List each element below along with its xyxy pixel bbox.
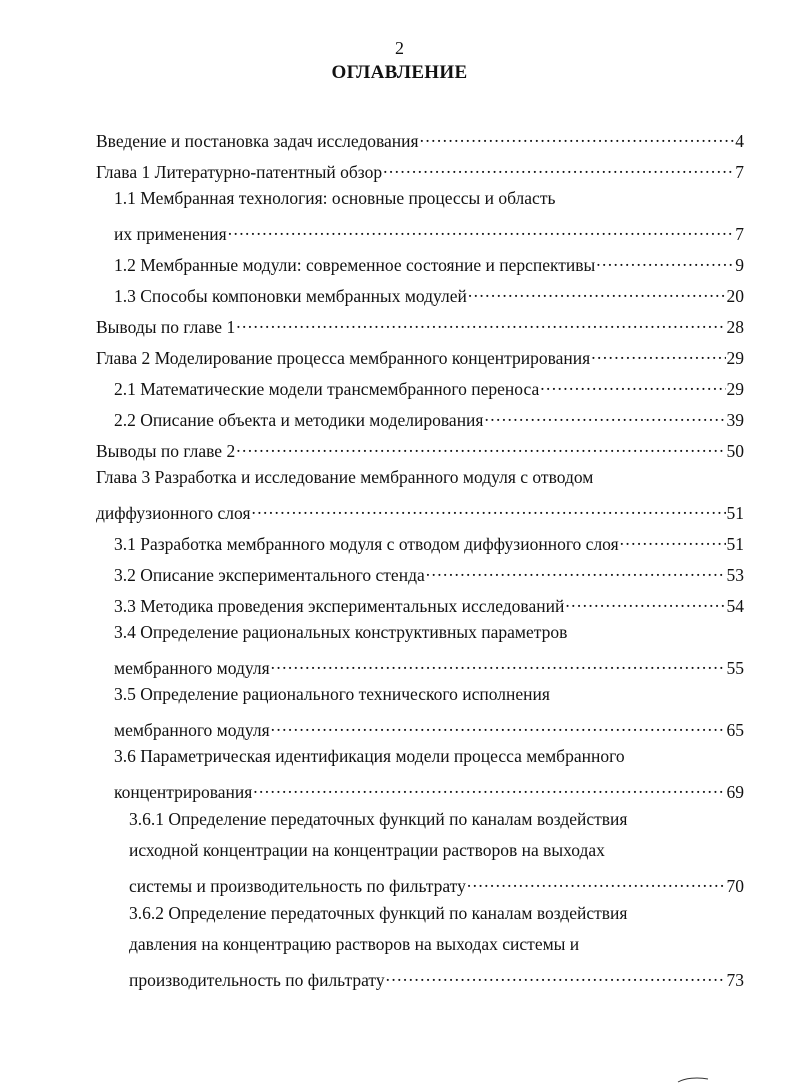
toc-entry-section-3-1[interactable] bbox=[114, 528, 744, 554]
toc-entry-page: 4 bbox=[735, 131, 744, 151]
toc-entry-page: 53 bbox=[726, 565, 744, 585]
toc-entry-chapter-2[interactable] bbox=[96, 342, 744, 368]
toc-entry-text: концентрирования bbox=[114, 782, 253, 802]
toc-entry-page: 65 bbox=[726, 720, 744, 740]
toc-entry-text[interactable]: Глава 3 Разработка и исследование мембранного модуля с отводом bbox=[96, 467, 594, 487]
toc-entry-page: 9 bbox=[735, 255, 744, 275]
toc-entry-text[interactable]: 3.6.1 Определение передаточных функций по каналам воздействия bbox=[129, 809, 628, 829]
toc-entry-page: 73 bbox=[726, 970, 744, 990]
toc-entry-text: производительность по фильтрату bbox=[129, 970, 385, 990]
dot-leader bbox=[386, 964, 726, 986]
toc-entry-text: 3.3 Методика проведения экспериментальных исследований bbox=[114, 596, 565, 616]
dot-leader bbox=[253, 776, 725, 798]
toc-entry-introduction[interactable] bbox=[96, 125, 744, 151]
toc-entry-section-2-2[interactable] bbox=[114, 404, 744, 430]
toc-entry-text: Выводы по главе 1 bbox=[96, 317, 236, 337]
toc-entry-text: Глава 1 Литературно-патентный обзор bbox=[96, 162, 383, 182]
dot-leader bbox=[271, 714, 726, 736]
toc-title: ОГЛАВЛЕНИЕ bbox=[331, 62, 468, 83]
toc-entry-text: мембранного модуля bbox=[114, 658, 270, 678]
toc-entry-section-3-3[interactable] bbox=[114, 590, 744, 616]
toc-entry-page: 7 bbox=[735, 224, 744, 244]
dot-leader bbox=[540, 373, 725, 395]
toc-entry-text[interactable]: 3.4 Определение рациональных конструктивных параметров bbox=[114, 622, 568, 642]
dot-leader bbox=[228, 218, 735, 240]
toc-entry-section-1-3[interactable] bbox=[114, 280, 744, 306]
toc-entry-chapter-1[interactable] bbox=[96, 156, 744, 182]
toc-entry-text: 1.3 Способы компоновки мембранных модулей bbox=[114, 286, 467, 306]
toc-entry-section-3-2[interactable] bbox=[114, 559, 744, 585]
toc-entry-section-2-1[interactable] bbox=[114, 373, 744, 399]
toc-entry-text: мембранного модуля bbox=[114, 720, 270, 740]
toc-entry-text: 2.1 Математические модели трансмембранного переноса bbox=[114, 379, 540, 399]
toc-entry-section-3-4[interactable] bbox=[114, 652, 744, 678]
toc-entry-text: Глава 2 Моделирование процесса мембранного концентрирования bbox=[96, 348, 591, 368]
toc-entry-section-3-6[interactable] bbox=[114, 776, 744, 802]
toc-entry-page: 29 bbox=[726, 379, 744, 399]
dot-leader bbox=[565, 590, 725, 612]
toc-entry-text[interactable]: 1.1 Мембранная технология: основные процессы и область bbox=[114, 188, 556, 208]
toc-entry-page: 51 bbox=[726, 503, 744, 523]
toc-entry-text: 2.2 Описание объекта и методики моделирования bbox=[114, 410, 484, 430]
dot-leader bbox=[620, 528, 726, 550]
toc-entry-section-3-6-1[interactable] bbox=[129, 870, 744, 896]
toc-entry-page: 29 bbox=[726, 348, 744, 368]
toc-entry-text: 3.1 Разработка мембранного модуля с отводом диффузионного слоя bbox=[114, 534, 619, 554]
toc-entry-page: 70 bbox=[726, 876, 744, 896]
toc-entry-text: Выводы по главе 2 bbox=[96, 441, 236, 461]
toc-entry-page: 28 bbox=[726, 317, 744, 337]
pen-stroke-mark bbox=[677, 1076, 709, 1084]
dot-leader bbox=[271, 652, 726, 674]
dot-leader bbox=[468, 280, 726, 302]
toc-entry-conclusions-1[interactable] bbox=[96, 311, 744, 337]
toc-entry-page: 39 bbox=[726, 410, 744, 430]
dot-leader bbox=[596, 249, 734, 271]
toc-entry-section-1-2[interactable] bbox=[114, 249, 744, 275]
toc-entry-page: 51 bbox=[726, 534, 744, 554]
toc-entry-page: 20 bbox=[726, 286, 744, 306]
toc-entry-text[interactable]: 3.6.2 Определение передаточных функций по каналам воздействия bbox=[129, 903, 628, 923]
toc-entry-page: 50 bbox=[726, 441, 744, 461]
toc-entry-text: системы и производительность по фильтрату bbox=[129, 876, 466, 896]
toc-entry-text: давления на концентрацию растворов на выходах системы и bbox=[129, 934, 580, 954]
dot-leader bbox=[383, 156, 734, 178]
dot-leader bbox=[467, 870, 726, 892]
toc-entry-chapter-3[interactable] bbox=[96, 497, 744, 523]
toc-entry-conclusions-2[interactable] bbox=[96, 435, 744, 461]
toc-entry-text: исходной концентрации на концентрации растворов на выходах bbox=[129, 840, 605, 860]
dot-leader bbox=[236, 435, 725, 457]
dot-leader bbox=[426, 559, 726, 581]
dot-leader bbox=[252, 497, 726, 519]
toc-entry-page: 7 bbox=[735, 162, 744, 182]
toc-entry-section-3-5[interactable] bbox=[114, 714, 744, 740]
toc-entry-text: Введение и постановка задач исследования bbox=[96, 131, 419, 151]
toc-entry-section-3-6-2[interactable] bbox=[129, 964, 744, 990]
toc-entry-text: 1.2 Мембранные модули: современное состояние и перспективы bbox=[114, 255, 596, 275]
page-number: 2 bbox=[395, 38, 404, 58]
dot-leader bbox=[591, 342, 725, 364]
toc-entry-page: 54 bbox=[726, 596, 744, 616]
toc-entry-text[interactable]: 3.6 Параметрическая идентификация модели процесса мембранного bbox=[114, 746, 625, 766]
dot-leader bbox=[420, 125, 735, 147]
dot-leader bbox=[236, 311, 725, 333]
toc-entry-text: их применения bbox=[114, 224, 227, 244]
toc-entry-page: 69 bbox=[726, 782, 744, 802]
toc-entry-text[interactable]: 3.5 Определение рационального технического исполнения bbox=[114, 684, 550, 704]
toc-entry-page: 55 bbox=[726, 658, 744, 678]
dot-leader bbox=[484, 404, 725, 426]
toc-entry-section-1-1[interactable] bbox=[114, 218, 744, 244]
toc-entry-text: диффузионного слоя bbox=[96, 503, 251, 523]
toc-entry-text: 3.2 Описание экспериментального стенда bbox=[114, 565, 425, 585]
